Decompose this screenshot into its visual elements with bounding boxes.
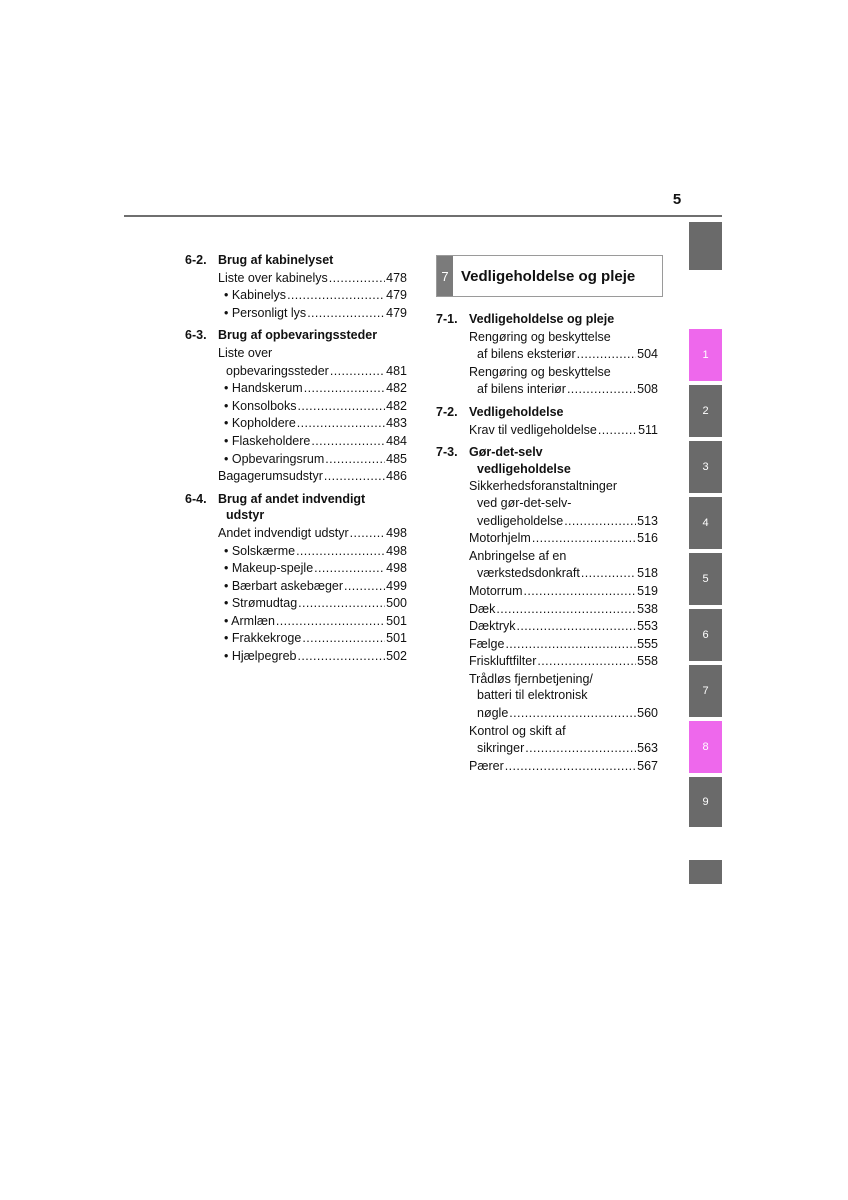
toc-entry[interactable] [185,270,407,287]
toc-entry[interactable] [185,363,407,380]
toc-entry-page: 508 [637,382,658,397]
toc-entry-page: 511 [638,422,658,437]
toc-entry-page: 486 [386,469,407,484]
chapter-tab[interactable]: 6 [689,609,722,661]
dot-leader [567,381,636,398]
toc-entry[interactable] [185,468,407,485]
toc-entry-page: 481 [386,363,407,378]
dot-leader [311,433,385,450]
toc-entry-page: 482 [386,398,407,413]
toc-entry[interactable] [436,381,658,398]
toc-entry-label: vedligeholdelse [477,513,564,528]
toc-entry-page: 479 [386,305,407,320]
section-title: Vedligeholdelse og pleje [469,312,615,326]
toc-entry-page: 502 [386,649,407,664]
toc-entry-line: Liste over [218,345,273,360]
toc-entry-page: 558 [637,654,658,669]
section-heading [436,404,658,421]
toc-entry-line: ved gør-det-selv- [477,495,572,510]
toc-entry-label: • Kabinelys [224,288,287,303]
dot-leader [344,578,385,595]
toc-entry-label: Andet indvendigt udstyr [218,525,349,540]
dot-leader [505,758,636,775]
chapter-tab[interactable]: 2 [689,385,722,437]
toc-section [436,311,658,398]
section-heading [185,327,407,344]
toc-entry[interactable] [185,380,407,397]
toc-entry-line: Anbringelse af en [469,548,567,563]
toc-entry-line: Rengøring og beskyttelse [469,329,611,344]
page-number: 5 [672,191,682,208]
section-heading [185,252,407,269]
toc-section [436,444,658,774]
toc-entry[interactable] [185,543,407,560]
dot-leader [509,705,636,722]
toc-entry-page: 563 [637,741,658,756]
toc-entry-label: Liste over kabinelys [218,270,328,285]
toc-entry[interactable] [436,422,658,439]
toc-entry-page: 478 [386,270,407,285]
section-number: 6-4. [185,491,207,506]
toc-entry[interactable] [185,398,407,415]
toc-entry[interactable] [436,513,658,530]
toc-left-column [185,252,407,665]
dot-leader [276,613,385,630]
chapter-tab[interactable] [689,860,722,884]
dot-leader [298,595,385,612]
toc-entry-label: Krav til vedligeholdelse [469,422,597,437]
dot-leader [350,525,386,542]
section-title: Vedligeholdelse [469,404,564,419]
toc-section [436,404,658,438]
toc-entry-page: 538 [637,601,658,616]
toc-right-column [436,311,658,774]
toc-entry-page: 498 [386,525,407,540]
toc-entry-label: Pærer [469,758,504,773]
dot-leader [564,513,636,530]
toc-entry-page: 519 [637,583,658,598]
toc-entry-label: • Personligt lys [224,305,307,320]
dot-leader [297,648,385,665]
dot-leader [517,618,637,635]
toc-entry[interactable] [436,565,658,582]
toc-entry-label: • Makeup-spejle [224,561,314,576]
toc-entry[interactable] [436,636,658,653]
toc-entry-label: Dæk [469,601,496,616]
dot-leader [314,560,385,577]
toc-entry-page: 485 [386,451,407,466]
toc-entry[interactable] [185,433,407,450]
toc-entry-page: 553 [637,619,658,634]
toc-entry[interactable] [185,578,407,595]
dot-leader [505,636,636,653]
dot-leader [325,451,385,468]
chapter-tab[interactable]: 8 [689,721,722,773]
section-title: Brug af andet indvendigt [218,491,366,506]
section-title: Brug af opbevaringssteder [218,328,378,343]
toc-entry-page: 501 [386,631,407,646]
toc-entry-page: 501 [386,613,407,628]
toc-entry[interactable] [436,618,658,635]
toc-entry-line: Sikkerhedsforanstaltninger [469,479,617,494]
toc-entry-label: • Kopholdere [224,416,296,431]
toc-entry-label: • Armlæn [224,613,275,628]
toc-entry-label: • Handskerum [224,381,303,396]
toc-entry[interactable] [185,560,407,577]
toc-entry-page: 482 [386,381,407,396]
toc-entry-line: Trådløs fjernbetjening/ [469,671,593,686]
section-number: 7-2. [436,404,458,419]
chapter-tab[interactable]: 9 [689,777,722,827]
toc-entry[interactable] [436,346,658,363]
toc-entry[interactable] [185,287,407,304]
toc-entry-label: opbevaringssteder [226,363,329,378]
toc-entry[interactable] [185,451,407,468]
toc-entry[interactable] [185,305,407,322]
toc-entry[interactable] [185,595,407,612]
toc-entry-page: 560 [637,706,658,721]
dot-leader [532,530,636,547]
dot-leader [329,270,385,287]
dot-leader [598,422,637,439]
dot-leader [523,583,636,600]
dot-leader [297,398,385,415]
section-number: 6-2. [185,253,207,267]
toc-entry-label: af bilens eksteriør [477,347,576,362]
chapter-tab[interactable]: 5 [689,553,722,605]
section-title-continued: udstyr [226,508,265,523]
chapter-tab[interactable]: 1 [689,329,722,381]
section-number: 7-1. [436,312,458,326]
toc-entry-label: • Frakkekroge [224,631,302,646]
toc-entry-label: værkstedsdonkraft [477,566,580,581]
toc-entry-label: Bagagerumsudstyr [218,469,323,484]
dot-leader [537,653,636,670]
toc-entry-line: batteri til elektronisk [477,688,588,703]
toc-entry-page: 479 [386,288,407,303]
toc-entry-label: • Hjælpegreb [224,649,297,664]
toc-entry-page: 483 [386,416,407,431]
toc-entry[interactable] [436,601,658,618]
toc-entry-label: sikringer [477,741,525,756]
header-rule [124,215,722,217]
toc-entry-page: 516 [637,531,658,546]
toc-entry-label: • Strømudtag [224,596,298,611]
dot-leader [304,380,385,397]
dot-leader [581,565,636,582]
toc-entry-page: 499 [386,578,407,593]
chapter-title: Vedligeholdelse og pleje [461,267,636,285]
dot-leader [577,346,636,363]
toc-entry-page: 518 [637,566,658,581]
section-title: Gør-det-selv [469,445,543,460]
dot-leader [496,601,636,618]
toc-entry-label: af bilens interiør [477,382,566,397]
chapter-tab[interactable] [689,222,722,270]
dot-leader [307,305,385,322]
toc-entry-label: Friskluftfilter [469,654,537,669]
toc-entry-line: Kontrol og skift af [469,723,566,738]
toc-entry[interactable] [185,415,407,432]
dot-leader [330,363,385,380]
toc-entry-line: Rengøring og beskyttelse [469,364,611,379]
toc-entry-label: Fælge [469,636,505,651]
toc-section [185,252,407,321]
dot-leader [324,468,385,485]
chapter-tab[interactable]: 3 [689,441,722,493]
section-title: Brug af kabinelyset [218,253,334,267]
toc-entry[interactable] [436,740,658,757]
section-heading [436,311,658,328]
toc-entry[interactable] [436,653,658,670]
dot-leader [525,740,636,757]
section-heading [185,491,407,508]
chapter-tab[interactable]: 4 [689,497,722,549]
toc-entry-label: • Solskærme [224,543,296,558]
toc-entry[interactable] [436,758,658,775]
section-number: 7-3. [436,445,458,460]
toc-entry[interactable] [185,630,407,647]
toc-entry[interactable] [436,583,658,600]
toc-entry-label: • Flaskeholdere [224,433,311,448]
toc-entry-page: 498 [386,543,407,558]
section-heading [436,444,658,461]
toc-entry-page: 513 [637,513,658,528]
toc-section [185,327,407,484]
toc-entry-label: • Konsolboks [224,398,297,413]
toc-section [185,491,407,665]
chapter-number: 7 [437,256,453,296]
toc-entry-label: Dæktryk [469,619,516,634]
toc-entry-page: 504 [637,347,658,362]
toc-entry-label: • Bærbart askebæger [224,578,344,593]
toc-entry-label: nøgle [477,706,509,721]
section-number: 6-3. [185,328,207,343]
toc-entry-label: Motorhjelm [469,531,531,546]
chapter-heading [436,255,663,297]
toc-entry[interactable] [185,613,407,630]
toc-entry[interactable] [185,648,407,665]
dot-leader [296,543,385,560]
toc-entry[interactable] [185,525,407,542]
dot-leader [297,415,385,432]
toc-entry-label: Motorrum [469,583,523,598]
dot-leader [287,287,385,304]
toc-entry-page: 498 [386,561,407,576]
toc-entry-page: 555 [637,636,658,651]
toc-entry-label: • Opbevaringsrum [224,451,325,466]
toc-entry-page: 567 [637,758,658,773]
toc-entry[interactable] [436,705,658,722]
dot-leader [302,630,385,647]
toc-entry[interactable] [436,530,658,547]
toc-entry-page: 484 [386,433,407,448]
toc-entry-page: 500 [386,596,407,611]
chapter-tab[interactable]: 7 [689,665,722,717]
section-title-continued: vedligeholdelse [477,461,571,476]
